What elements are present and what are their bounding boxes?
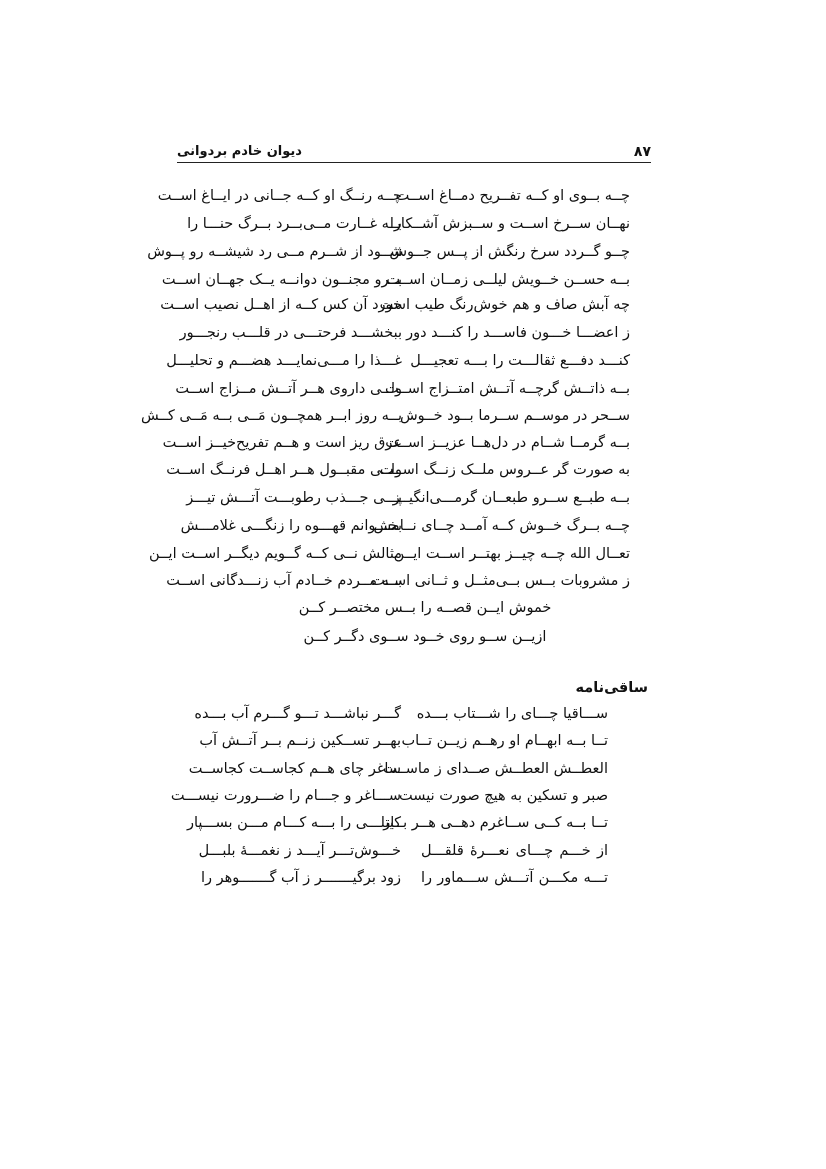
hemistich-first: العطــش العطــش صــدای ز ماســت bbox=[383, 761, 608, 777]
couplet bbox=[0, 272, 826, 298]
section-heading: ساقی‌نامه bbox=[575, 680, 648, 696]
hemistich-first: ســـاقیا چـــای را شـــتاب بـــده bbox=[416, 706, 608, 722]
hemistich-second: ســـاغر و جـــام را ضـــرورت نیســـت bbox=[170, 788, 401, 804]
couplet bbox=[0, 815, 826, 841]
couplet bbox=[0, 325, 826, 351]
hemistich-first: بــه طبــع ســرو طبعــان گرمـــی‌انگیــز bbox=[392, 490, 630, 506]
hemistich-first: ز اعضـــا خـــون فاســـد را کنـــد دور bbox=[406, 325, 630, 341]
couplet bbox=[0, 216, 826, 242]
hemistich-second: پـــی جـــذب رطوبـــت آتـــش تیـــز bbox=[186, 490, 402, 506]
couplet bbox=[0, 733, 826, 759]
hemistich-second: چــه رنــگ او کــه جــانی در ایــاغ اســت bbox=[157, 188, 402, 204]
couplet bbox=[0, 843, 826, 869]
hemistich-first: از خـــم چـــای نعـــرهٔ قلقـــل bbox=[421, 843, 608, 859]
hemistich-first: چــه بــرگ خــوش کــه آمــد چــای نــامش bbox=[373, 518, 630, 534]
couplet bbox=[0, 408, 826, 434]
couplet bbox=[0, 435, 826, 461]
hemistich-second: زود برگیـــــــر ز آب گـــــــوهر را bbox=[200, 870, 401, 886]
hemistich-first: بــه حســن خــویش لیلــی زمــان اســت bbox=[386, 272, 630, 288]
couplet bbox=[0, 353, 826, 379]
couplet bbox=[0, 761, 826, 787]
hemistich-second: گـــر نباشـــد تـــو گـــرم آب بـــده bbox=[194, 706, 401, 722]
couplet bbox=[0, 518, 826, 544]
running-title: دیوان خادم بردوانی bbox=[177, 144, 302, 159]
hemistich-second: کیتلـــی را بـــه کـــام مـــن بســـپار bbox=[186, 815, 401, 831]
closing-hemistich: خموش ایــن قصــه را بــس مختصــر کــن bbox=[298, 600, 552, 616]
hemistich-second: ساغر چای هــم کجاســت کجاســت bbox=[188, 761, 401, 777]
page-number: ۸۷ bbox=[633, 144, 651, 160]
couplet bbox=[0, 297, 826, 323]
couplet bbox=[0, 546, 826, 572]
hemistich-first: تــا بــه ابهــام او رهــم زیــن تــاب bbox=[401, 733, 608, 749]
hemistich-first: کنـــد دفـــع ثقالـــت را بـــه تعجیـــل bbox=[410, 353, 630, 369]
hemistich-second: شــود از شــرم مــی رد شیشــه رو پــوش bbox=[147, 244, 402, 260]
hemistich-first: به صورت گر عــروس ملــک زنــگ اســت bbox=[379, 462, 630, 478]
hemistich-second: ببخشـــد فرحتـــی در قلـــب رنجـــور bbox=[179, 325, 402, 341]
hemistich-first: بــه گرمــا شــام در دل‌هــا عزیــز اســت bbox=[385, 435, 630, 451]
hemistich-second: بخـــوانم قهـــوه را زنگـــی غلامـــش bbox=[180, 518, 402, 534]
couplet bbox=[0, 462, 826, 488]
hemistich-first: چــه بــوی او کــه تفــریح دمــاغ اســت bbox=[395, 188, 630, 204]
hemistich-second: ولــی داروی هــر آتــش مــزاج اســت bbox=[175, 381, 402, 397]
hemistich-first: تـــه مکـــن آتـــش ســـماور را bbox=[421, 870, 608, 886]
couplet bbox=[0, 188, 826, 214]
hemistich-first: چــو گــردد سرخ رنگش از پــس جــوش bbox=[389, 244, 630, 260]
couplet bbox=[0, 870, 826, 896]
hemistich-second: بــه روز ابــر همچــون مَــی بــه مَــی کــش bbox=[140, 408, 402, 424]
hemistich-first: ز مشروبات بــس بــی‌مثــل و ثــانی اســت bbox=[371, 573, 630, 589]
hemistich-first: تــا بــه کــی ســاغرم دهــی هــر بــار bbox=[383, 815, 608, 831]
hemistich-second: خـــوش‌تـــر آیـــد ز نغمـــهٔ بلبـــل bbox=[198, 843, 401, 859]
couplet bbox=[0, 573, 826, 599]
hemistich-first: صبر و تسکین به هیچ صورت نیست bbox=[399, 788, 608, 804]
couplet bbox=[0, 490, 826, 516]
hemistich-second: مثالش نــی کــه گــویم دیگــر اســت ایــن bbox=[149, 546, 402, 562]
hemistich-second: خورد آن کس کــه از اهــل نصیب اســت bbox=[160, 297, 402, 313]
hemistich-first: تعــال الله چــه چیــز بهتــر اســت ایــن bbox=[393, 546, 630, 562]
couplet bbox=[0, 244, 826, 270]
hemistich-first: ســحر در موســم ســرما بــود خــوش bbox=[399, 408, 630, 424]
hemistich-second: غـــذا را مـــی‌نمایـــد هضـــم و تحلیـــل bbox=[166, 353, 402, 369]
hemistich-second: ولــی مقبــول هــر اهــل فرنــگ اســت bbox=[166, 462, 402, 478]
couplet bbox=[0, 788, 826, 814]
hemistich-second: بــرو مجنــون دوانــه یــک جهــان اســت bbox=[161, 272, 402, 288]
hemistich-first: بــه ذاتــش گرچــه آتــش امتــزاج اســت bbox=[384, 381, 630, 397]
closing-hemistich: ازیــن ســو روی خــود ســوی دگــر کــن bbox=[303, 629, 547, 645]
hemistich-first: چه آبش صاف و هم خوش‌رنگ طیب است bbox=[379, 297, 630, 313]
hemistich-second: بهــر تســکین زنــم بــر آتــش آب bbox=[199, 733, 401, 749]
running-header bbox=[177, 140, 651, 163]
couplet bbox=[0, 706, 826, 732]
hemistich-second: عرق ریز است و هــم تفریح‌خیــز اســت bbox=[162, 435, 402, 451]
hemistich-second: بــه غــارت مــی‌بــرد بــرگ حنـــا را bbox=[187, 216, 402, 232]
couplet bbox=[0, 381, 826, 407]
hemistich-second: بــه مــردم خــادم آب زنـــدگانی اســت bbox=[166, 573, 402, 589]
hemistich-first: نهــان ســرخ اســت و ســبزش آشــکارا bbox=[389, 216, 630, 232]
